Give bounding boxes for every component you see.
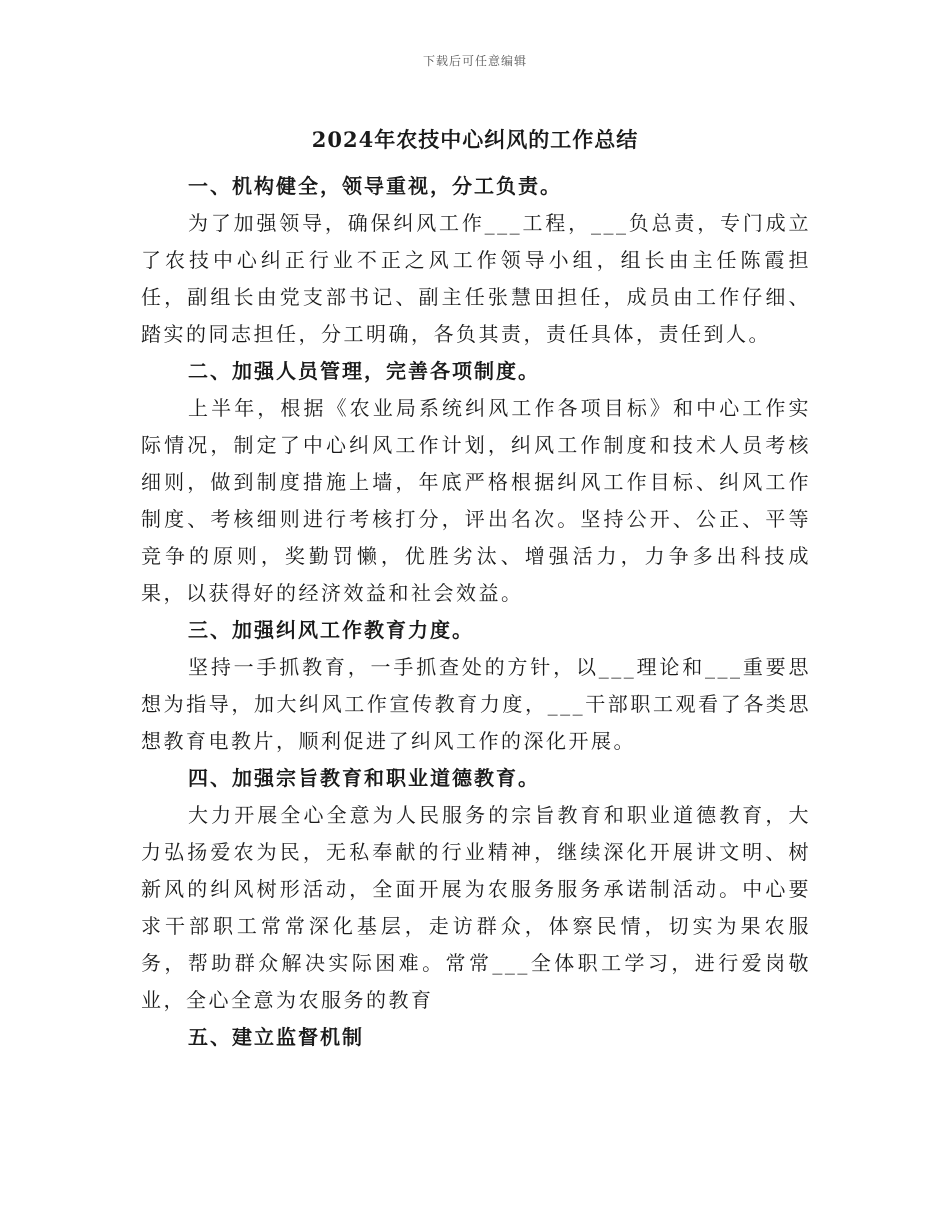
section-heading: 二、加强人员管理，完善各项制度。 <box>188 359 540 383</box>
section-heading: 三、加强纠风工作教育力度。 <box>188 618 474 642</box>
header-note: 下载后可任意编辑 <box>422 54 527 68</box>
section-paragraph: 大力开展全心全意为人民服务的宗旨教育和职业道德教育，大力弘扬爱农为民，无私奉献的行业精神，继续深化开展讲文明、树新风的纠风树形活动，全面开展为农服务服务承诺制活动。中心要求干部职工常常深化基层，走访群众，体察民情，切实为果农服务，帮助群众解决实际困难。常常___全体职工学习，进行爱岗敬业，全心全意为农服务的教育 <box>141 803 811 1012</box>
document-body <box>141 168 811 1056</box>
section-heading: 四、加强宗旨教育和职业道德教育。 <box>188 766 540 790</box>
section-heading: 一、机构健全，领导重视，分工负责。 <box>188 174 562 198</box>
document-title: 2024年农技中心纠风的工作总结 <box>311 127 639 152</box>
section-paragraph: 坚持一手抓教育，一手抓查处的方针，以___理论和___重要思想为指导，加大纠风工作宣传教育力度，___干部职工观看了各类思想教育电教片，顺利促进了纠风工作的深化开展。 <box>141 655 811 753</box>
section-heading: 五、建立监督机制 <box>188 1025 364 1049</box>
section-paragraph: 上半年，根据《农业局系统纠风工作各项目标》和中心工作实际情况，制定了中心纠风工作计划，纠风工作制度和技术人员考核细则，做到制度措施上墙，年底严格根据纠风工作目标、纠风工作制度、考核细则进行考核打分，评出名次。坚持公开、公正、平等竞争的原则，奖勤罚懒，优胜劣汰、增强活力，力争多出科技成果，以获得好的经济效益和社会效益。 <box>141 396 811 605</box>
section-paragraph: 为了加强领导，确保纠风工作___工程，___负总责，专门成立了农技中心纠正行业不正之风工作领导小组，组长由主任陈霞担任，副组长由党支部书记、副主任张慧田担任，成员由工作仔细、踏实的同志担任，分工明确，各负其责，责任具体，责任到人。 <box>141 211 811 346</box>
